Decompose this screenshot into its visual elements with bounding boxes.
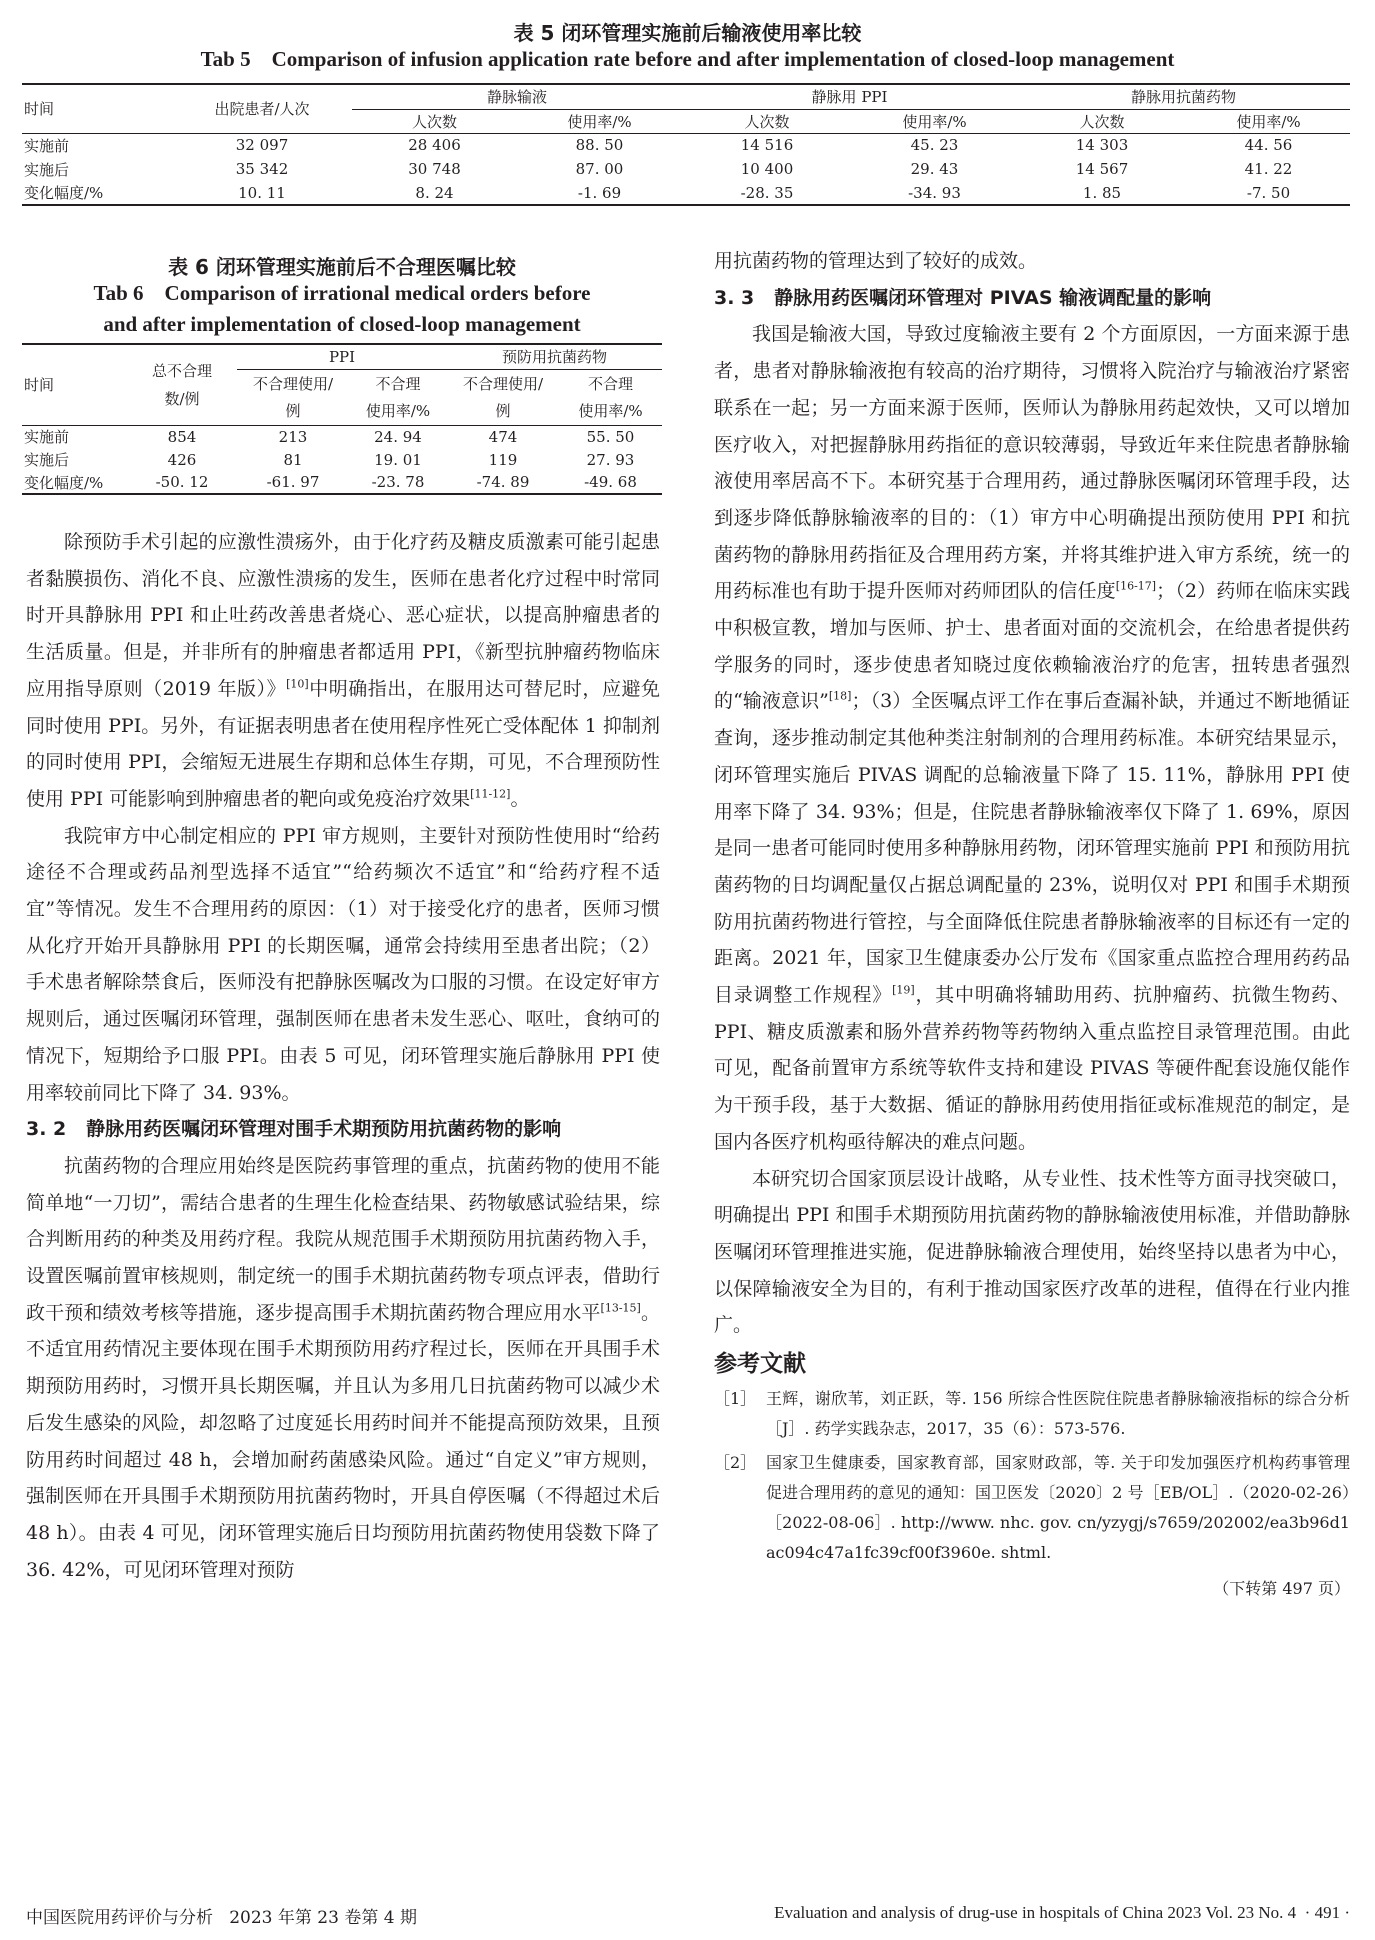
table-row: [22, 448, 662, 471]
t6-cell: 19. 01: [374, 450, 422, 469]
t6-header-total-line1: 总不合理: [151, 361, 212, 380]
t5-header-count: 人次数: [682, 109, 852, 133]
section-heading-3-3: 3. 3 静脉用药医嘱闭环管理对 PIVAS 输液调配量的影响: [714, 286, 1212, 309]
t6-header-total: [127, 344, 237, 425]
t5-cell: 87. 00: [575, 160, 624, 178]
t5-header-time: 时间: [22, 84, 172, 133]
t5-header-group-infusion: 静脉输液: [352, 84, 682, 109]
table-row: [22, 471, 662, 494]
citation: [10]: [286, 677, 309, 691]
t5-cell: -28. 35: [682, 181, 852, 205]
t5-cell: 14 303: [1075, 136, 1129, 155]
t6-cell: 119: [488, 450, 518, 469]
reference-text: 王辉，谢欣苇，刘正跃，等. 156 所综合性医院住院患者静脉输液指标的综合分析［J］. 药学实践杂志，2017，35（6）：573-576.: [766, 1389, 1350, 1439]
t5-cell: 45. 23: [910, 136, 959, 155]
t6-header-time: 时间: [22, 344, 127, 425]
text: 。: [510, 787, 530, 810]
paragraph: 本研究切合国家顶层设计战略，从专业性、技术性等方面寻找突破口，明确提出 PPI 和围手术期预防用抗菌药物的静脉输液使用标准，并借助静脉医嘱闭环管理推进实施，促进静脉输液合理使用，始终坚持以患者为中心，以保障输液安全为目的，有利于推动国家医疗改革的进程，值得在行业内推广。: [714, 1167, 1350, 1337]
reference-text: 国家卫生健康委，国家教育部，国家财政部，等. 关于印发加强医疗机构药事管理促进合理用药的意见的通知：国卫医发〔2020〕2 号［EB/OL］.（2020-02-26）［2022-08-06］. http://www. nhc. gov. cn/yzygj/s7659/202002/ea3b96d1ac094c47a1fc39cf00f3960e. shtml.: [766, 1453, 1350, 1563]
table-row: [22, 181, 1350, 205]
paragraph: [26, 524, 660, 818]
t5-cell: 28 406: [408, 136, 461, 155]
t5-cell: -1. 69: [517, 181, 682, 205]
t5-cell: 30 748: [408, 160, 461, 178]
text: ；（2）药师在临床实践中积极宣教，增加与医师、护士、患者面对面的交流机会，在给患者提供药学服务的同时，逐步使患者知晓过度依赖输液治疗的危害，扭转患者强烈的“输液意识”: [714, 580, 1350, 713]
footer-journal-en: Evaluation and analysis of drug-use in hospitals of China 2023 Vol. 23 No. 4 · 491 ·: [774, 1903, 1350, 1922]
t6-cell: 55. 50: [586, 427, 635, 446]
t5-header-group-ppi: 静脉用 PPI: [682, 84, 1017, 109]
t6-header-rate-unit: 使用率/%: [559, 397, 662, 425]
t6-header-rate: 不合理: [375, 374, 421, 393]
reference-number: ［2］: [714, 1453, 757, 1473]
t5-cell: 29. 43: [910, 160, 959, 178]
t6-header-group-antibiotic: 预防用抗菌药物: [447, 344, 662, 369]
table5-caption-en: Tab 5 Comparison of infusion application rate before and after implementation of closed-loop management: [200, 47, 1175, 71]
t5-cell: 1. 85: [1017, 181, 1187, 205]
text: ，其中明确将辅助用药、抗肿瘤药、抗微生物药、PPI、糖皮质激素和肠外营养药物等药物纳入重点监控目录管理范围。由此可见，配备前置审方系统等软件支持和建设 PIVAS 等硬件配套设施仅能作为干预手段，基于大数据、循证的静脉用药使用指征或标准规范的制定，是国内各医疗机构亟待解决的难点问题。: [714, 984, 1350, 1153]
t5-cell: 41. 22: [1244, 160, 1293, 178]
t5-cell: -7. 50: [1187, 181, 1350, 205]
table5-caption-zh: 表 5 闭环管理实施前后输液使用率比较: [513, 21, 862, 45]
continued-note: （下转第 497 页）: [1213, 1579, 1350, 1599]
t5-header-group-antibiotic: 静脉用抗菌药物: [1017, 84, 1350, 109]
t6-header-use-unit: 例: [447, 397, 559, 425]
reference-item: [714, 1384, 1350, 1444]
t6-cell: -61. 97: [237, 471, 349, 494]
t6-cell: -74. 89: [447, 471, 559, 494]
text: 中明确指出，在服用达可替尼时，应避免同时使用 PPI。另外，有证据表明患者在使用程序性死亡受体配体 1 抑制剂的同时使用 PPI，会缩短无进展生存期和总体生存期，可见，不合理预防性使用 PPI 可能影响到肿瘤患者的靶向或免疫治疗效果: [26, 677, 660, 810]
footer-journal-cn: 中国医院用药评价与分析 2023 年第 23 卷第 4 期: [26, 1908, 417, 1928]
text: ；（3）全医嘱点评工作在事后查漏补缺，并通过不断地循证查询，逐步推动制定其他种类注射制剂的合理用药标准。本研究结果显示，闭环管理实施后 PIVAS 调配的总输液量下降了 15. 11%，静脉用 PPI 使用率下降了 34. 93%；但是，住院患者静脉输液率仅下降了 1. 69%，原因是同一患者可能同时使用多种静脉用药物，闭环管理实施前 PPI 和预防用抗菌药物的日均调配量仅占据总调配量的 23%，说明仅对 PPI 和围手术期预防用抗菌药物进行管控，与全面降低住院患者静脉输液率的目标还有一定的距离。2021 年，国家卫生健康委办公厅发布《国家重点监控合理用药药品目录调整工作规程》: [714, 690, 1350, 1007]
t6-header-rate-unit: 使用率/%: [349, 397, 447, 425]
t5-header-rate: 使用率/%: [852, 109, 1017, 133]
t6-cell: 实施后: [24, 451, 70, 469]
section-heading-3-2: 3. 2 静脉用药医嘱闭环管理对围手术期预防用抗菌药物的影响: [26, 1118, 562, 1141]
t5-cell: 10 400: [740, 160, 794, 178]
paragraph: 我院审方中心制定相应的 PPI 审方规则，主要针对预防性使用时“给药途径不合理或药品剂型选择不适宜”“给药频次不适宜”和“给药疗程不适宜”等情况。发生不合理用药的原因：（1）对于接受化疗的患者，医师习惯从化疗开始开具静脉用 PPI 的长期医嘱，通常会持续用至患者出院；（2）手术患者解除禁食后，医师没有把静脉医嘱改为口服的习惯。在设定好审方规则后，通过医嘱闭环管理，强制医师在患者未发生恶心、呕吐，食纳可的情况下，短期给予口服 PPI。由表 5 可见，闭环管理实施后静脉用 PPI 使用率较前同比下降了 34. 93%。: [26, 824, 660, 1104]
t5-cell: 32 097: [235, 136, 289, 155]
t6-cell: 27. 93: [586, 450, 635, 469]
t6-cell: 变化幅度/%: [22, 471, 127, 494]
t6-header-rate: 不合理: [587, 374, 633, 393]
table6: [22, 343, 662, 495]
t5-cell: 44. 56: [1244, 136, 1293, 155]
table-row: [22, 157, 1350, 181]
citation: [16-17]: [1115, 580, 1157, 593]
t6-cell: 实施前: [24, 428, 70, 447]
t6-cell: 854: [167, 427, 197, 446]
t6-cell: -23. 78: [349, 471, 447, 494]
table6-caption-zh: 表 6 闭环管理实施前后不合理医嘱比较: [168, 255, 516, 279]
t6-header-use-unit: 例: [237, 397, 349, 425]
t6-header-use: 不合理使用/: [462, 374, 544, 393]
t6-header-group-ppi: PPI: [237, 344, 447, 369]
t6-cell: 474: [488, 427, 518, 446]
t6-cell: 213: [278, 427, 308, 446]
paragraph: [714, 316, 1350, 1160]
t5-header-count: 人次数: [1017, 109, 1187, 133]
t5-cell: 实施前: [24, 136, 70, 155]
t6-header-total-line2: 数/例: [164, 389, 200, 408]
t6-header-use: 不合理使用/: [252, 374, 334, 393]
t5-cell: 35 342: [235, 160, 289, 178]
t6-cell: -49. 68: [559, 471, 662, 494]
t5-cell: 88. 50: [575, 136, 624, 155]
t5-header-rate: 使用率/%: [1187, 109, 1350, 133]
reference-item: [714, 1448, 1350, 1568]
right-column: [714, 243, 1350, 1604]
t5-cell: -34. 93: [852, 181, 1017, 205]
citation: [13-15]: [600, 1301, 641, 1315]
t5-cell: 变化幅度/%: [22, 181, 172, 205]
t5-cell: 8. 24: [352, 181, 517, 205]
table6-caption-en-line2: and after implementation of closed-loop management: [103, 312, 581, 336]
t5-header-count: 人次数: [352, 109, 517, 133]
table5: [22, 83, 1350, 206]
t6-cell: -50. 12: [127, 471, 237, 494]
text: 抗菌药物的合理应用始终是医院药事管理的重点，抗菌药物的使用不能简单地“一刀切”，需结合患者的生理生化检查结果、药物敏感试验结果，综合判断用药的种类及用药疗程。我院从规范围手术期预防用抗菌药物入手，设置医嘱前置审核规则，制定统一的围手术期抗菌药物专项点评表，借助行政干预和绩效考核等措施，逐步提高围手术期抗菌药物合理应用水平: [26, 1154, 660, 1324]
table-row: [22, 425, 662, 448]
citation: [11-12]: [470, 787, 511, 801]
table-row: [22, 133, 1350, 157]
left-column: [26, 524, 660, 1588]
t5-cell: 14 516: [740, 136, 794, 155]
text: 除预防手术引起的应激性溃疡外，由于化疗药及糖皮质激素可能引起患者黏膜损伤、消化不良、应激性溃疡的发生，医师在患者化疗过程中时常同时开具静脉用 PPI 和止吐药改善患者烧心、恶心症状，以提高肿瘤患者的生活质量。但是，并非所有的肿瘤患者都适用 PPI，《新型抗肿瘤药物临床应用指导原则（2019 年版）》: [26, 531, 660, 700]
citation: [19]: [892, 983, 915, 997]
paragraph: [26, 1148, 660, 1588]
t5-header-discharged: 出院患者/人次: [172, 84, 352, 133]
citation: [18]: [828, 690, 852, 704]
reference-number: ［1］: [714, 1389, 757, 1409]
t5-cell: 14 567: [1075, 160, 1129, 178]
paragraph: 用抗菌药物的管理达到了较好的成效。: [714, 250, 1038, 272]
table6-caption-en-line1: Tab 6 Comparison of irrational medical orders before: [93, 281, 591, 305]
text: 我国是输液大国，导致过度输液主要有 2 个方面原因，一方面来源于患者，患者对静脉输液抱有较高的治疗期待，习惯将入院治疗与输液治疗紧密联系在一起；另一方面来源于医师，医师认为静脉用药起效快，又可以增加医疗收入，对把握静脉用药指征的意识较薄弱，导致近年来住院患者静脉输液使用率居高不下。本研究基于合理用药，通过静脉医嘱闭环管理手段，达到逐步降低静脉输液率的目的：（1）审方中心明确提出预防使用 PPI 和抗菌药物的静脉用药指征及合理用药方案，并将其维护进入审方系统，统一的用药标准也有助于提升医师对药师团队的信任度: [714, 323, 1350, 603]
t5-cell: 10. 11: [172, 181, 352, 205]
t6-cell: 426: [167, 450, 197, 469]
t5-header-rate: 使用率/%: [517, 109, 682, 133]
t5-cell: 实施后: [24, 160, 70, 179]
text: 。不适宜用药情况主要体现在围手术期预防用药疗程过长，医师在开具围手术期预防用药时，习惯开具长期医嘱，并且认为多用几日抗菌药物可以减少术后发生感染的风险，却忽略了过度延长用药时间并不能提高预防效果，且预防用药时间超过 48 h，会增加耐药菌感染风险。通过“自定义”审方规则，强制医师在开具围手术期预防用抗菌药物时，开具自停医嘱（不得超过术后 48 h）。由表 4 可见，闭环管理实施后日均预防用抗菌药物使用袋数下降了 36. 42%，可见闭环管理对预防: [26, 1301, 660, 1581]
t6-cell: 81: [283, 450, 303, 469]
t6-cell: 24. 94: [374, 427, 422, 446]
references-heading: 参考文献: [714, 1351, 806, 1378]
